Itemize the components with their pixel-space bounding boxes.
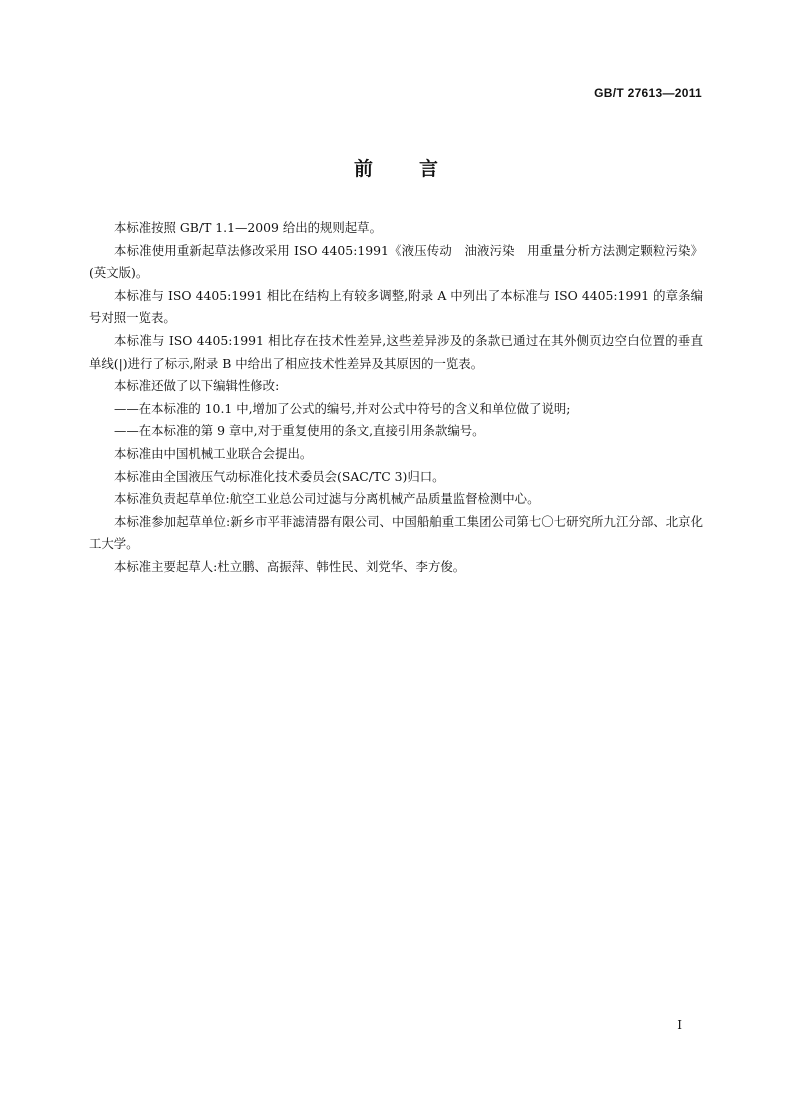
title-char-2: 言 bbox=[419, 158, 439, 180]
paragraph-adoption: 本标准使用重新起草法修改采用 ISO 4405:1991《液压传动 油液污染 用重量分析方法测定颗粒污染》(英文版)。 bbox=[89, 242, 703, 281]
paragraph-editorial-intro: 本标准还做了以下编辑性修改: bbox=[114, 378, 280, 394]
list-item-editorial-1: ——在本标准的 10.1 中,增加了公式的编号,并对公式中符号的含义和单位做了说明; bbox=[114, 400, 571, 416]
paragraph-under-jurisdiction: 本标准由全国液压气动标准化技术委员会(SAC/TC 3)归口。 bbox=[114, 468, 445, 484]
page-number: I bbox=[677, 1018, 682, 1032]
paragraph-drafting-unit: 本标准负责起草单位:航空工业总公司过滤与分离机械产品质量监督检测中心。 bbox=[114, 491, 540, 507]
paragraph-structure-changes: 本标准与 ISO 4405:1991 相比在结构上有较多调整,附录 A 中列出了本标准与 ISO 4405:1991 的章条编号对照一览表。 bbox=[89, 287, 703, 326]
paragraph-proposed-by: 本标准由中国机械工业联合会提出。 bbox=[114, 445, 313, 461]
foreword-body bbox=[89, 217, 703, 579]
paragraph-participating-units: 本标准参加起草单位:新乡市平菲滤清器有限公司、中国船舶重工集团公司第七〇七研究所九江分部、北京化工大学。 bbox=[89, 513, 703, 552]
document-code: GB/T 27613—2011 bbox=[594, 86, 702, 100]
page-title bbox=[0, 154, 792, 181]
paragraph-technical-differences: 本标准与 ISO 4405:1991 相比存在技术性差异,这些差异涉及的条款已通过在其外侧页边空白位置的垂直单线(|)进行了标示,附录 B 中给出了相应技术性差异及其原因的一览表。 bbox=[89, 332, 703, 371]
title-char-1: 前 bbox=[353, 158, 373, 180]
list-item-editorial-2: ——在本标准的第 9 章中,对于重复使用的条文,直接引用条款编号。 bbox=[114, 423, 485, 439]
paragraph-main-drafters: 本标准主要起草人:杜立鹏、高振萍、韩性民、刘党华、李方俊。 bbox=[114, 558, 466, 574]
paragraph-drafting-rules: 本标准按照 GB/T 1.1—2009 给出的规则起草。 bbox=[114, 220, 382, 235]
